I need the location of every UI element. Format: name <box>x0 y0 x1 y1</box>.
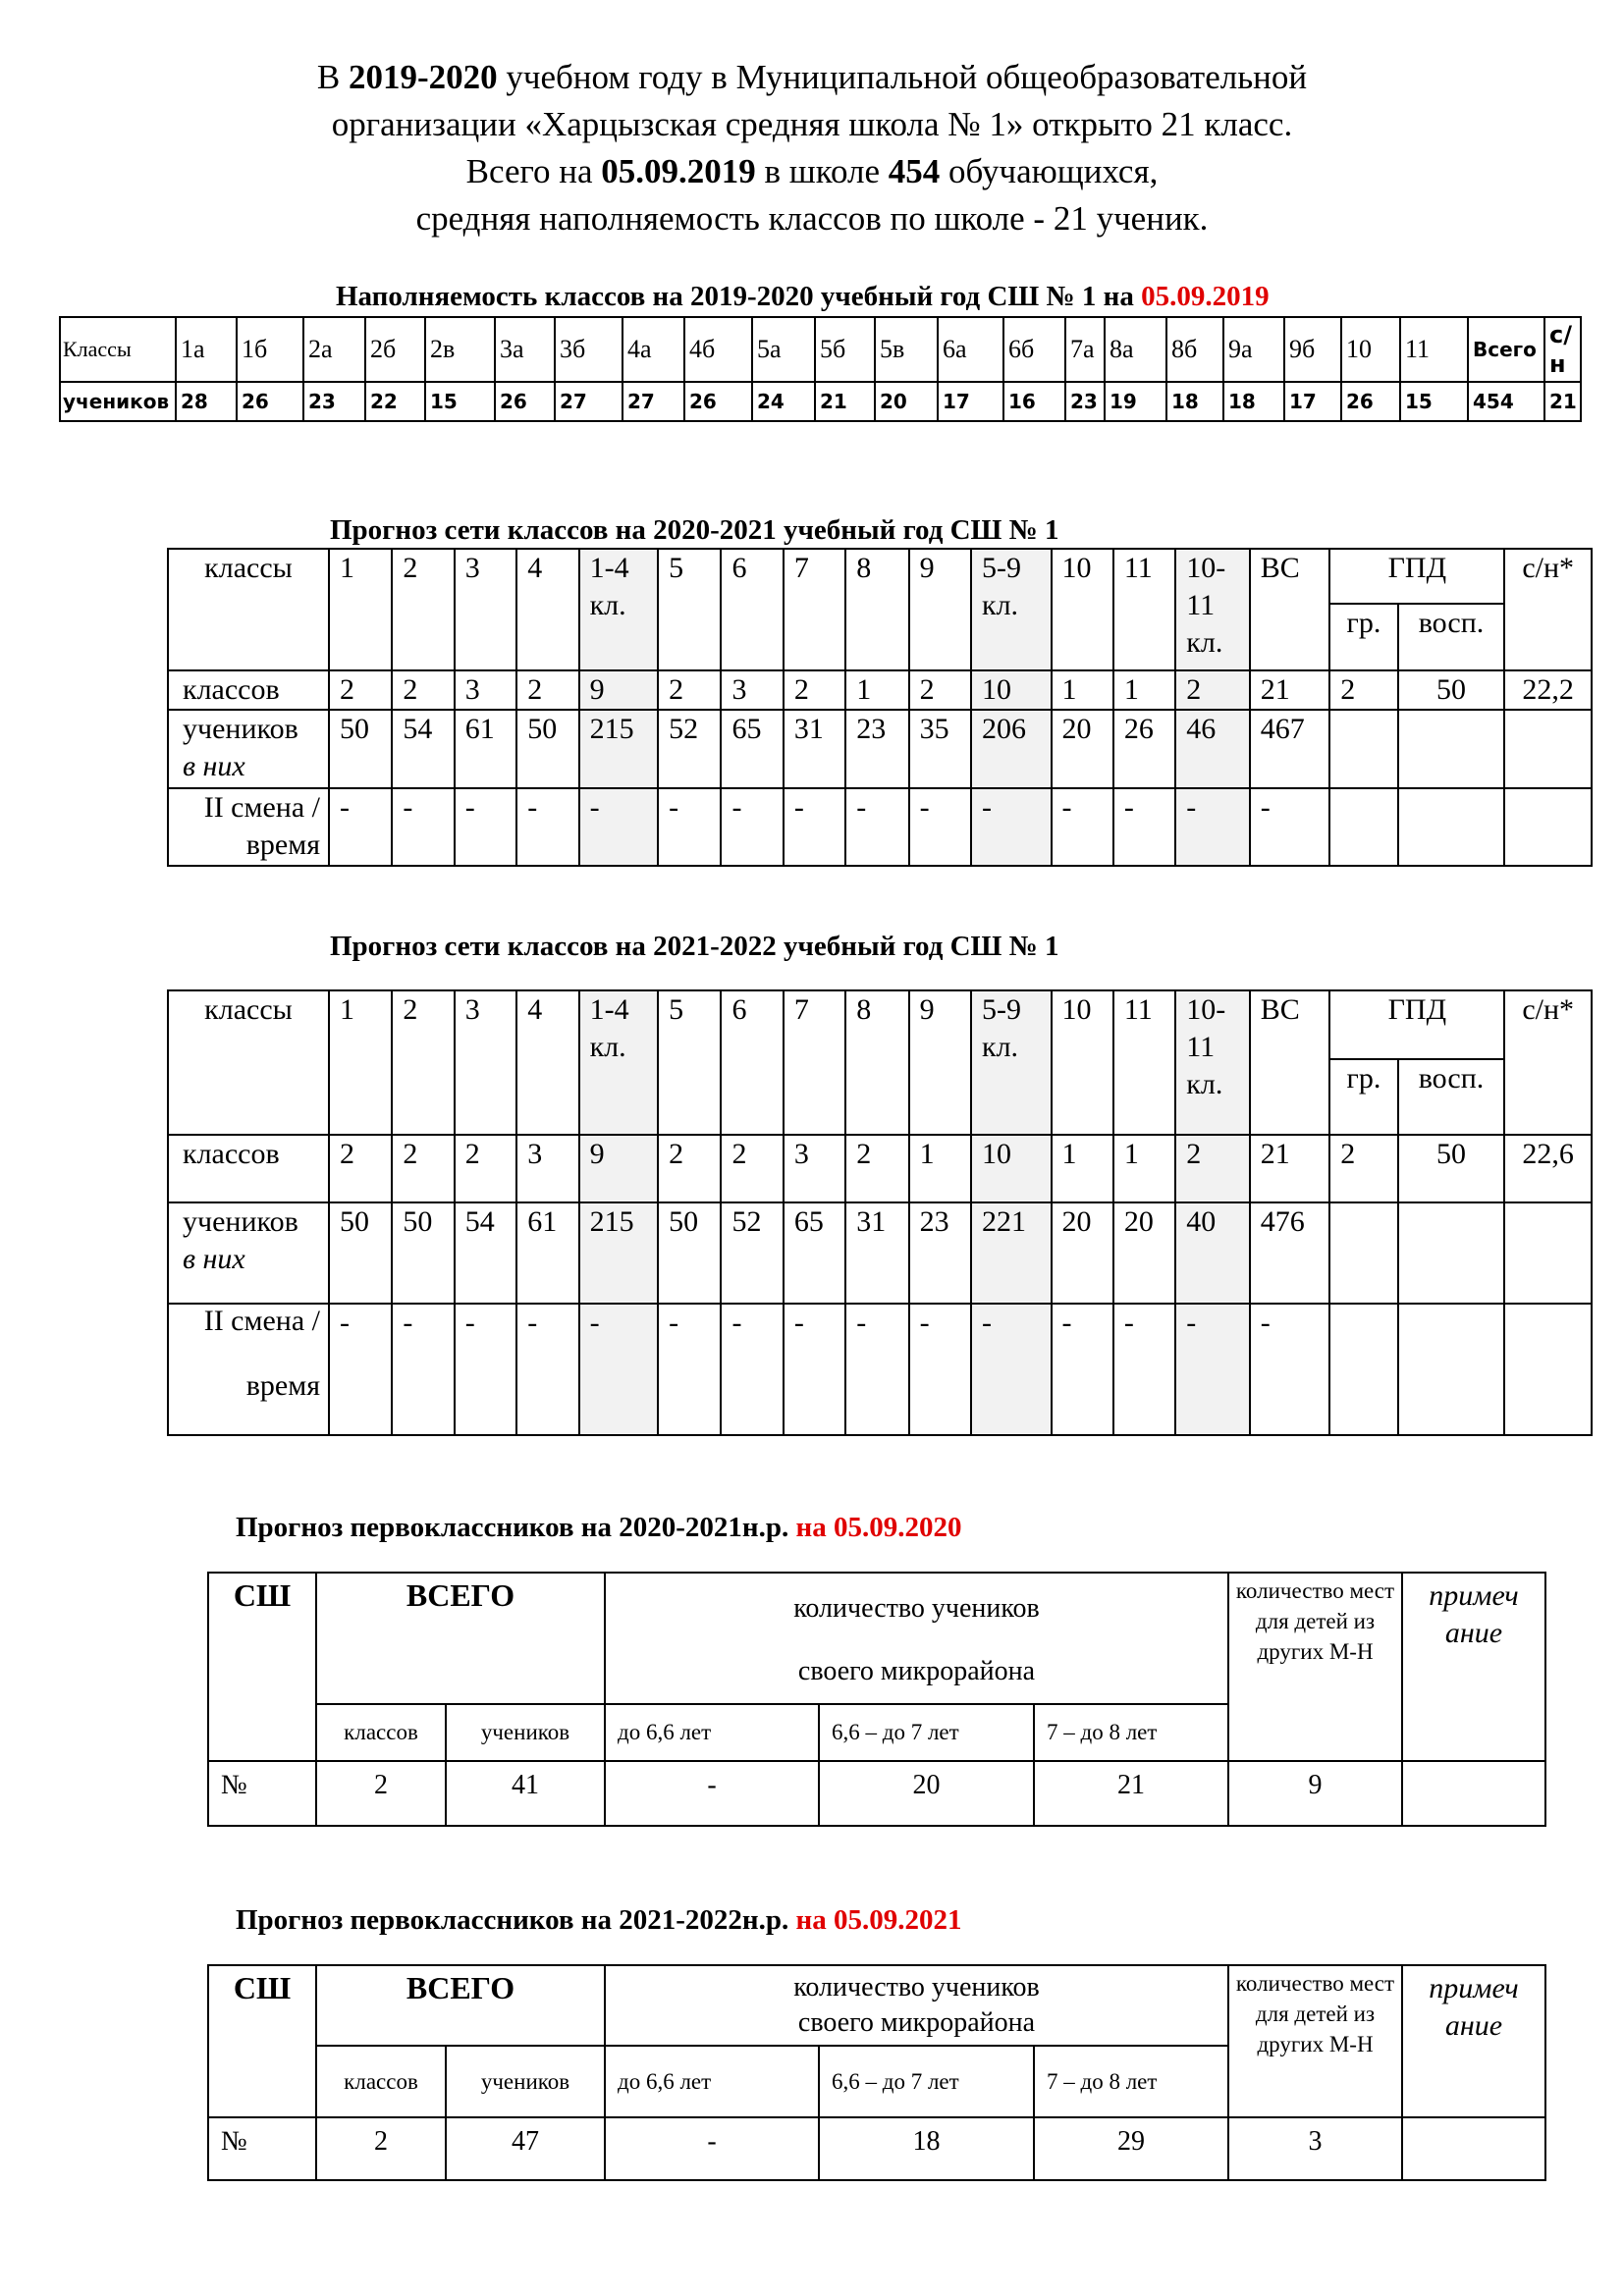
t1-class-header: 7а <box>1065 317 1105 382</box>
t1-student-count: 22 <box>365 382 425 421</box>
t5-age2-header: 6,6 – до 7 лет <box>819 2046 1034 2117</box>
t2-smena-cell: - <box>329 788 392 866</box>
t1-class-header: 4а <box>623 317 684 382</box>
t3-classes-header: классы <box>168 990 329 1135</box>
t4-age1-value: - <box>605 1761 819 1826</box>
t2-klassov-row <box>168 670 1592 710</box>
t5-heading: Прогноз первоклассников на 2021-2022н.р. на 05.09.2021 <box>236 1904 962 1936</box>
t2-uchenikov-cell: 46 <box>1175 710 1249 788</box>
t1-student-count: 24 <box>752 382 815 421</box>
t2-klassov-cell: 2 <box>658 670 721 710</box>
t5-qty-line1: количество учеников <box>793 1972 1040 2002</box>
t2-col-header: 1 <box>329 549 392 670</box>
t2-smena-cell: - <box>1250 788 1330 866</box>
t3-vnih-label: в них <box>183 1243 245 1275</box>
t3-uchenikov-cell: 221 <box>971 1202 1052 1304</box>
t3-col-header: 3 <box>455 990 516 1135</box>
t3-col-header: 9 <box>909 990 971 1135</box>
t2-gr-header: гр. <box>1329 604 1397 670</box>
t1-class-header: 6а <box>938 317 1003 382</box>
t5-age1-header: до 6,6 лет <box>605 2046 819 2117</box>
t1-student-count: 27 <box>623 382 684 421</box>
t1-student-count: 26 <box>237 382 303 421</box>
t1-student-count: 26 <box>684 382 752 421</box>
t2-klassov-cell: 2 <box>1175 670 1249 710</box>
t3-uchenikov-cell: 31 <box>845 1202 908 1304</box>
t2-row-label <box>168 788 329 866</box>
t2-uchenikov-cell: 52 <box>658 710 721 788</box>
t3-klassov-cell: 21 <box>1250 1135 1330 1202</box>
t4-no-cell: № <box>208 1761 316 1826</box>
t2-smena-cell: - <box>909 788 971 866</box>
t3-col-header: ВС <box>1250 990 1330 1135</box>
intro <box>0 54 1624 242</box>
t3-klassov-cell: 2 <box>845 1135 908 1202</box>
forecast-2020-2021-table <box>167 548 1593 867</box>
t4-qty-header <box>605 1573 1228 1704</box>
t2-klassov-cell: 3 <box>455 670 516 710</box>
intro-line-3: Всего на 05.09.2019 в школе 454 обучающихся, <box>465 152 1159 190</box>
t2-uchenikov-cell: 206 <box>971 710 1052 788</box>
t3-klassov-cell: 1 <box>1052 1135 1113 1202</box>
t4-note-value <box>1402 1761 1545 1826</box>
t2-col-header: 11 <box>1113 549 1175 670</box>
t3-smena-label: II смена / <box>203 1305 321 1337</box>
t2-klassov-cell: 1 <box>1113 670 1175 710</box>
t1-class-header: 10 <box>1341 317 1400 382</box>
t4-age3-header: 7 – до 8 лет <box>1034 1704 1228 1761</box>
t3-col-header: 6 <box>721 990 783 1135</box>
t1-row-label: учеников <box>60 382 176 421</box>
t1-class-header: 2в <box>425 317 495 382</box>
t2-empty-cell <box>1398 788 1505 866</box>
t4-age2-header: 6,6 – до 7 лет <box>819 1704 1034 1761</box>
t3-vremya-label: время <box>245 1369 321 1402</box>
t2-smena-cell: - <box>971 788 1052 866</box>
t2-smena-cell: - <box>658 788 721 866</box>
t2-vremya-label: время <box>245 828 321 861</box>
t2-smena-cell: - <box>455 788 516 866</box>
t2-smena-cell: - <box>579 788 658 866</box>
t5-klassov-value: 2 <box>316 2117 446 2180</box>
t2-uchenikov-cell: 35 <box>909 710 971 788</box>
t4-age3-value: 21 <box>1034 1761 1228 1826</box>
t2-klassov-cell: 9 <box>579 670 658 710</box>
t3-klassov-row <box>168 1135 1592 1202</box>
t1-class-header: 8а <box>1105 317 1166 382</box>
t2-klassov-cell: 2 <box>909 670 971 710</box>
t2-smena-cell: - <box>1052 788 1113 866</box>
t3-col-header: 11 <box>1113 990 1175 1135</box>
t2-uchenikov-cell: 54 <box>392 710 454 788</box>
t2-col-header: 10-11 кл. <box>1175 549 1249 670</box>
t1-student-count: 23 <box>1065 382 1105 421</box>
t3-uchenikov-cell: 476 <box>1250 1202 1330 1304</box>
t3-col-header: 10-11 кл. <box>1175 990 1249 1135</box>
t2-klassov-cell: 2 <box>329 670 392 710</box>
t1-student-count: 26 <box>1341 382 1400 421</box>
t5-no-cell: № <box>208 2117 316 2180</box>
t3-klassov-cell: 3 <box>516 1135 578 1202</box>
t3-vosp-header: восп. <box>1398 1059 1505 1135</box>
t2-smena-label: II смена / <box>203 791 321 824</box>
t3-header-row <box>168 990 1592 1059</box>
t3-empty-cell <box>1329 1202 1397 1304</box>
t1-student-count: 17 <box>938 382 1003 421</box>
t3-klassov-cell: 22,6 <box>1504 1135 1592 1202</box>
t3-empty-cell <box>1504 1202 1592 1304</box>
t3-klassov-cell: 9 <box>579 1135 658 1202</box>
t1-class-header: 1б <box>237 317 303 382</box>
t2-uchenikov-label: учеников <box>183 713 298 745</box>
t1-student-count: 27 <box>555 382 623 421</box>
t3-row-label: классов <box>168 1135 329 1202</box>
t5-uchenikov-header: учеников <box>446 2046 605 2117</box>
t3-empty-cell <box>1398 1202 1505 1304</box>
t2-klassov-cell: 22,2 <box>1504 670 1592 710</box>
t3-uchenikov-cell: 61 <box>516 1202 578 1304</box>
t3-col-header: 1-4 кл. <box>579 990 658 1135</box>
t4-vsego-header: ВСЕГО <box>316 1573 605 1704</box>
t5-age1-value: - <box>605 2117 819 2180</box>
t3-empty-cell <box>1398 1304 1505 1435</box>
t3-uchenikov-label: учеников <box>183 1205 298 1238</box>
t2-klassov-cell: 2 <box>1329 670 1397 710</box>
t2-smena-row <box>168 788 1592 866</box>
t4-note-header: примеч ание <box>1402 1573 1545 1761</box>
t3-klassov-cell: 2 <box>329 1135 392 1202</box>
t3-col-header: 5 <box>658 990 721 1135</box>
t5-age3-header: 7 – до 8 лет <box>1034 2046 1228 2117</box>
class-fill-table <box>59 316 1582 422</box>
t3-smena-row <box>168 1304 1592 1435</box>
t2-smena-cell: - <box>1113 788 1175 866</box>
t3-klassov-cell: 2 <box>658 1135 721 1202</box>
t1-class-header: 3б <box>555 317 623 382</box>
t1-student-count: 23 <box>303 382 365 421</box>
t1-student-count: 28 <box>176 382 237 421</box>
t3-klassov-cell: 10 <box>971 1135 1052 1202</box>
t3-smena-cell: - <box>455 1304 516 1435</box>
t3-klassov-cell: 1 <box>909 1135 971 1202</box>
t1-student-count: 18 <box>1223 382 1284 421</box>
t2-col-header: 10 <box>1052 549 1113 670</box>
t5-uchenikov-value: 47 <box>446 2117 605 2180</box>
t2-uchenikov-cell: 23 <box>845 710 908 788</box>
t3-col-header: 4 <box>516 990 578 1135</box>
t4-qty-line2: своего микрорайона <box>797 1656 1036 1686</box>
t3-uchenikov-cell: 20 <box>1052 1202 1113 1304</box>
t2-row-label <box>168 710 329 788</box>
t2-uchenikov-cell: 61 <box>455 710 516 788</box>
intro-line-4: средняя наполняемость классов по школе - 21 ученик. <box>415 199 1209 238</box>
t2-uchenikov-cell: 65 <box>721 710 783 788</box>
t4-klassov-value: 2 <box>316 1761 446 1826</box>
t5-age3-value: 29 <box>1034 2117 1228 2180</box>
t3-smena-cell: - <box>658 1304 721 1435</box>
t3-klassov-cell: 3 <box>784 1135 845 1202</box>
t1-total-header: Всего <box>1468 317 1544 382</box>
t3-uchenikov-cell: 40 <box>1175 1202 1249 1304</box>
t2-classes-header: классы <box>168 549 329 670</box>
t2-col-header: 4 <box>516 549 578 670</box>
t1-student-count: 18 <box>1166 382 1223 421</box>
t3-smena-cell: - <box>1113 1304 1175 1435</box>
forecast-2021-2022-table <box>167 989 1593 1436</box>
t2-vnih-label: в них <box>183 750 245 782</box>
t3-uchenikov-cell: 20 <box>1113 1202 1175 1304</box>
t1-sn-header: с/н <box>1544 317 1581 382</box>
t1-student-count: 26 <box>495 382 555 421</box>
t2-klassov-cell: 1 <box>845 670 908 710</box>
t2-smena-cell: - <box>784 788 845 866</box>
t5-klassov-header: классов <box>316 2046 446 2117</box>
t2-gpd-header: ГПД <box>1329 549 1504 604</box>
t2-uchenikov-cell: 50 <box>516 710 578 788</box>
t3-uchenikov-cell: 50 <box>392 1202 454 1304</box>
t3-uchenikov-cell: 50 <box>329 1202 392 1304</box>
t2-col-header: 5-9 кл. <box>971 549 1052 670</box>
intro-line-1: В 2019-2020 учебном году в Муниципальной общеобразовательной <box>316 58 1308 96</box>
t4-heading: Прогноз первоклассников на 2020-2021н.р. на 05.09.2020 <box>236 1512 962 1543</box>
t5-age2-value: 18 <box>819 2117 1034 2180</box>
t2-sn-header: с/н* <box>1504 549 1592 670</box>
t1-class-header: 11 <box>1400 317 1468 382</box>
t5-note-value <box>1402 2117 1545 2180</box>
t1-class-header: 5а <box>752 317 815 382</box>
t3-smena-cell: - <box>845 1304 908 1435</box>
t4-age1-header: до 6,6 лет <box>605 1704 819 1761</box>
t1-class-header: 5в <box>875 317 938 382</box>
t2-empty-cell <box>1398 710 1505 788</box>
first-graders-2020-table <box>207 1572 1546 1827</box>
t2-uchenikov-cell: 467 <box>1250 710 1330 788</box>
t2-empty-cell <box>1329 710 1397 788</box>
t3-klassov-cell: 2 <box>1329 1135 1397 1202</box>
t3-gpd-header: ГПД <box>1329 990 1504 1059</box>
t4-age2-value: 20 <box>819 1761 1034 1826</box>
t2-klassov-cell: 2 <box>392 670 454 710</box>
t2-klassov-cell: 3 <box>721 670 783 710</box>
t2-smena-cell: - <box>516 788 578 866</box>
t3-smena-cell: - <box>721 1304 783 1435</box>
t1-row-label: Классы <box>60 317 176 382</box>
t3-smena-cell: - <box>1250 1304 1330 1435</box>
t2-col-header: 2 <box>392 549 454 670</box>
t3-uchenikov-row <box>168 1202 1592 1304</box>
t2-uchenikov-cell: 26 <box>1113 710 1175 788</box>
t2-col-header: 9 <box>909 549 971 670</box>
t3-col-header: 2 <box>392 990 454 1135</box>
t1-total-value: 454 <box>1468 382 1544 421</box>
t2-col-header: 5 <box>658 549 721 670</box>
t1-sn-value: 21 <box>1544 382 1581 421</box>
t2-col-header: 3 <box>455 549 516 670</box>
t4-qty-line1: количество учеников <box>793 1593 1040 1624</box>
t3-uchenikov-cell: 54 <box>455 1202 516 1304</box>
t3-col-header: 7 <box>784 990 845 1135</box>
t1-class-header: 5б <box>815 317 875 382</box>
t5-qty-line2: своего микрорайона <box>797 2007 1036 2038</box>
t2-uchenikov-cell: 31 <box>784 710 845 788</box>
t3-smena-cell: - <box>516 1304 578 1435</box>
t1-student-count: 20 <box>875 382 938 421</box>
t5-sh-header: СШ <box>208 1965 316 2117</box>
t2-uchenikov-cell: 215 <box>579 710 658 788</box>
t2-header-row <box>168 549 1592 604</box>
t5-places-value: 3 <box>1228 2117 1402 2180</box>
t2-smena-cell: - <box>721 788 783 866</box>
t3-smena-cell: - <box>392 1304 454 1435</box>
t4-uchenikov-header: учеников <box>446 1704 605 1761</box>
t2-col-header: 7 <box>784 549 845 670</box>
t1-student-count: 21 <box>815 382 875 421</box>
t4-places-header: количество мест для детей из других М-Н <box>1228 1573 1402 1761</box>
t1-class-header: 4б <box>684 317 752 382</box>
t4-uchenikov-value: 41 <box>446 1761 605 1826</box>
t2-klassov-cell: 21 <box>1250 670 1330 710</box>
t3-sn-header: с/н* <box>1504 990 1592 1135</box>
t2-smena-cell: - <box>392 788 454 866</box>
t1-class-header: 2а <box>303 317 365 382</box>
t1-class-header: 6б <box>1003 317 1065 382</box>
t3-gr-header: гр. <box>1329 1059 1397 1135</box>
t1-class-header: 1а <box>176 317 237 382</box>
t3-klassov-cell: 2 <box>1175 1135 1249 1202</box>
t2-klassov-cell: 10 <box>971 670 1052 710</box>
t1-heading: Наполняемость классов на 2019-2020 учебный год СШ № 1 на 05.09.2019 <box>336 281 1270 312</box>
t1-student-count: 15 <box>1400 382 1468 421</box>
t2-empty-cell <box>1504 710 1592 788</box>
t3-empty-cell <box>1329 1304 1397 1435</box>
t1-student-count: 17 <box>1284 382 1341 421</box>
t2-klassov-cell: 2 <box>516 670 578 710</box>
t4-places-value: 9 <box>1228 1761 1402 1826</box>
t3-uchenikov-cell: 65 <box>784 1202 845 1304</box>
t1-class-header: 8б <box>1166 317 1223 382</box>
first-graders-2021-table <box>207 1964 1546 2181</box>
t3-smena-cell: - <box>909 1304 971 1435</box>
t3-smena-cell: - <box>579 1304 658 1435</box>
t2-uchenikov-cell: 20 <box>1052 710 1113 788</box>
t4-sh-header: СШ <box>208 1573 316 1761</box>
t3-col-header: 1 <box>329 990 392 1135</box>
t2-smena-cell: - <box>1175 788 1249 866</box>
t3-row-label <box>168 1304 329 1435</box>
t3-smena-cell: - <box>1175 1304 1249 1435</box>
t3-row-label <box>168 1202 329 1304</box>
t3-klassov-cell: 2 <box>455 1135 516 1202</box>
t3-col-header: 8 <box>845 990 908 1135</box>
t4-klassov-header: классов <box>316 1704 446 1761</box>
t3-klassov-cell: 2 <box>721 1135 783 1202</box>
t2-row-label: классов <box>168 670 329 710</box>
t1-class-header: 3а <box>495 317 555 382</box>
t1-class-header: 2б <box>365 317 425 382</box>
t1-header-row <box>60 317 1581 382</box>
t1-students-row <box>60 382 1581 421</box>
t3-smena-cell: - <box>1052 1304 1113 1435</box>
t2-heading: Прогноз сети классов на 2020-2021 учебный год СШ № 1 <box>330 514 1059 546</box>
t3-uchenikov-cell: 52 <box>721 1202 783 1304</box>
t3-uchenikov-cell: 50 <box>658 1202 721 1304</box>
t2-uchenikov-cell: 50 <box>329 710 392 788</box>
t3-col-header: 10 <box>1052 990 1113 1135</box>
t1-student-count: 15 <box>425 382 495 421</box>
t5-vsego-header: ВСЕГО <box>316 1965 605 2046</box>
t2-empty-cell <box>1329 788 1397 866</box>
t5-note-header: примеч ание <box>1402 1965 1545 2117</box>
t3-empty-cell <box>1504 1304 1592 1435</box>
t5-places-header: количество мест для детей из других М-Н <box>1228 1965 1402 2117</box>
t2-col-header: ВС <box>1250 549 1330 670</box>
t3-uchenikov-cell: 23 <box>909 1202 971 1304</box>
t3-col-header: 5-9 кл. <box>971 990 1052 1135</box>
t2-empty-cell <box>1504 788 1592 866</box>
t2-col-header: 6 <box>721 549 783 670</box>
intro-line-2: организации «Харцызская средняя школа № 1» открыто 21 класс. <box>331 105 1293 143</box>
t2-uchenikov-row <box>168 710 1592 788</box>
t2-klassov-cell: 50 <box>1398 670 1505 710</box>
t3-klassov-cell: 50 <box>1398 1135 1505 1202</box>
t2-klassov-cell: 1 <box>1052 670 1113 710</box>
t1-student-count: 16 <box>1003 382 1065 421</box>
t2-vosp-header: восп. <box>1398 604 1505 670</box>
t2-col-header: 8 <box>845 549 908 670</box>
t1-student-count: 19 <box>1105 382 1166 421</box>
t3-heading: Прогноз сети классов на 2021-2022 учебный год СШ № 1 <box>330 931 1059 962</box>
t1-class-header: 9а <box>1223 317 1284 382</box>
t2-col-header: 1-4 кл. <box>579 549 658 670</box>
t3-uchenikov-cell: 215 <box>579 1202 658 1304</box>
t2-klassov-cell: 2 <box>784 670 845 710</box>
t3-smena-cell: - <box>329 1304 392 1435</box>
t1-class-header: 9б <box>1284 317 1341 382</box>
t5-qty-header <box>605 1965 1228 2046</box>
t3-klassov-cell: 2 <box>392 1135 454 1202</box>
t3-smena-cell: - <box>971 1304 1052 1435</box>
t2-smena-cell: - <box>845 788 908 866</box>
t3-klassov-cell: 1 <box>1113 1135 1175 1202</box>
t3-smena-cell: - <box>784 1304 845 1435</box>
